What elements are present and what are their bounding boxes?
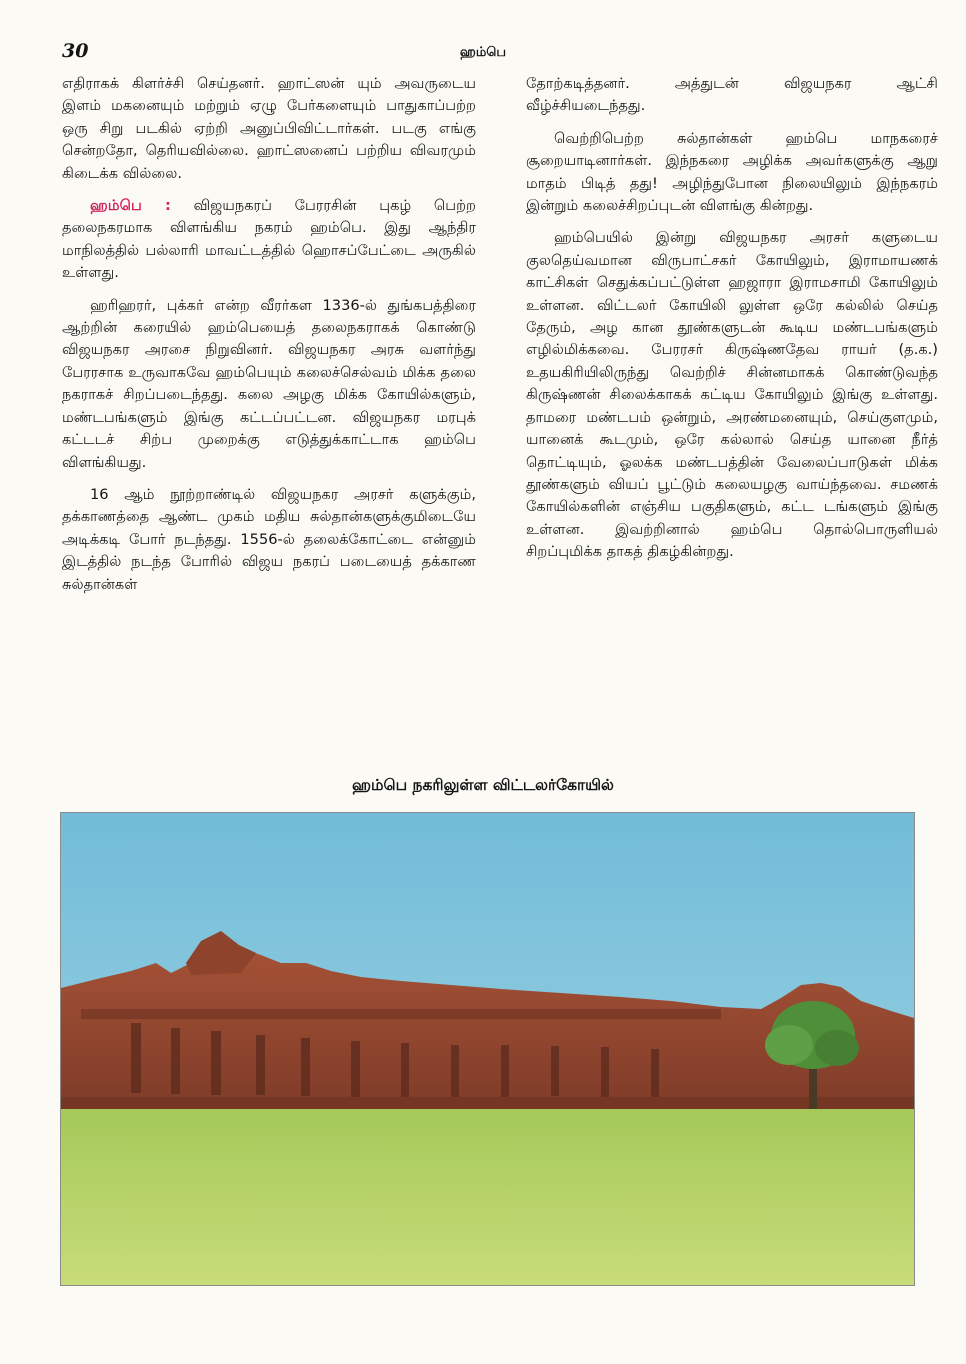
right-column <box>526 73 938 574</box>
temple-roofline <box>81 1009 721 1019</box>
figure-caption: ஹம்பெ நகரிலுள்ள விட்டலர்கோயில் <box>352 776 614 794</box>
running-head: ஹம்பெ <box>459 45 507 60</box>
paragraph-founding: ஹரிஹரர், புக்கர் என்ற வீரர்கள 1336-ல் துங்கபத்திரை ஆற்றின் கரையில் ஹம்பெயைத் தலைநகராகக் கொண்டு விஜயநகர அரசை நிறுவினர். விஜயநகர அரசு வளர்ந்து பேரரசாக உருவாகவே ஹம்பெயும் கலைச்செல்வம் மிக்க தலை நகராகச் சிறப்படைந்தது. கலை அழகு மிக்க கோயில்களும், மண்டபங்களும் இங்கு கட்டப்பட்டன. விஜயநகர மரபுக் கட்டடச் சிற்ப முறைக்கு எடுத்துக்காட்டாக ஹம்பெ விளங்கியது. <box>62 296 476 471</box>
page-number: 30 <box>62 40 89 62</box>
vittala-temple-illustration <box>60 812 915 1286</box>
entry-term-hampi: ஹம்பெ : <box>90 197 171 215</box>
paragraph-defeat: தோற்கடித்தனர். அத்துடன் விஜயநகர ஆட்சி வீழ்ச்சியடைந்தது. <box>526 75 938 115</box>
grass <box>61 1109 914 1285</box>
left-column <box>62 73 476 606</box>
paragraph-monuments: ஹம்பெயில் இன்று விஜயநகர அரசர் களுடைய குலதெய்வமான விருபாட்சகர் கோயிலும், இராமாயணக் காட்சிகள் செதுக்கப்பட்டுள்ள ஹஜாரா இராமசாமி கோயிலும் உள்ளன. விட்டலர் கோயிலி லுள்ள ஒரே கல்லில் செய்த தேரும், அழ கான தூண்களுடன் கூடிய மண்டபங்களும் எழில்மிக்கவை. பேரரசர் கிருஷ்ணதேவ ராயர் (த.க.) உதயகிரியிலிருந்து வெற்றிச் சின்னமாகக் கொண்டுவந்த கிருஷ்ணன் சிலைக்காகக் கட்டிய கோயிலும் இங்கு உள்ளது. தாமரை மண்டபம் ஒன்றும், அரண்மனையும், செய்குளமும், யானைக் கூடமும், ஒரே கல்லால் செய்த யானை நீர்த் தொட்டியும், ஓலக்க மண்டபத்தின் வேலைப்பாடுகள் மிக்க தூண்களும் வியப் பூட்டும் கலையழகு வாய்ந்தவை. சமணக் கோயில்களின் எஞ்சிய பகுதிகளும், கட்ட டங்களும் இங்கு உள்ளன. இவற்றினால் ஹம்பெ தொல்பொருளியல் சிறப்புமிக்க தாகத் திகழ்கின்றது. <box>526 229 938 561</box>
paragraph-hudson-revolt: எதிராகக் கிளர்ச்சி செய்தனர். ஹாட்ஸன் யும் அவருடைய இளம் மகனையும் மற்றும் ஏழு பேர்களையும் பாதுகாப்பற்ற ஒரு சிறு படகில் ஏற்றி அனுப்பிவிட்டார்கள். படகு எங்கு சென்றதோ, தெரியவில்லை. ஹாட்ஸனைப் பற்றிய விவரமும் கிடைக்க வில்லை. <box>62 75 476 182</box>
paragraph-wars: 16 ஆம் நூற்றாண்டில் விஜயநகர அரசர் களுக்கும், தக்காணத்தை ஆண்ட முகம் மதிய சுல்தான்களுக்குமிடையே அடிக்கடி போர் நடந்தது. 1556-ல் தலைக்கோட்டை என்னும் இடத்தில் நடந்த போரில் விஜய நகரப் படையைத் தக்காண சுல்தான்கள் <box>62 485 476 593</box>
entry-text-hampi: விஜயநகரப் பேரரசின் புகழ் பெற்ற தலைநகரமாக விளங்கிய நகரம் ஹம்பெ. இது ஆந்திர மாநிலத்தில் பல்லாரி மாவட்டத்தில் ஹொசப்பேட்டை அருகில் உள்ளது. <box>62 197 476 282</box>
paragraph-sack: வெற்றிபெற்ற சுல்தான்கள் ஹம்பெ மாநகரைச் சூறையாடினார்கள். இந்நகரை அழிக்க அவர்களுக்கு ஆறு மாதம் பிடித் தது! அழிந்துபோன நிலையிலும் இந்நகரம் இன்றும் கலைச்சிறப்புடன் விளங்கு கின்றது. <box>526 129 938 215</box>
paragraph-hampi-intro <box>62 195 476 285</box>
